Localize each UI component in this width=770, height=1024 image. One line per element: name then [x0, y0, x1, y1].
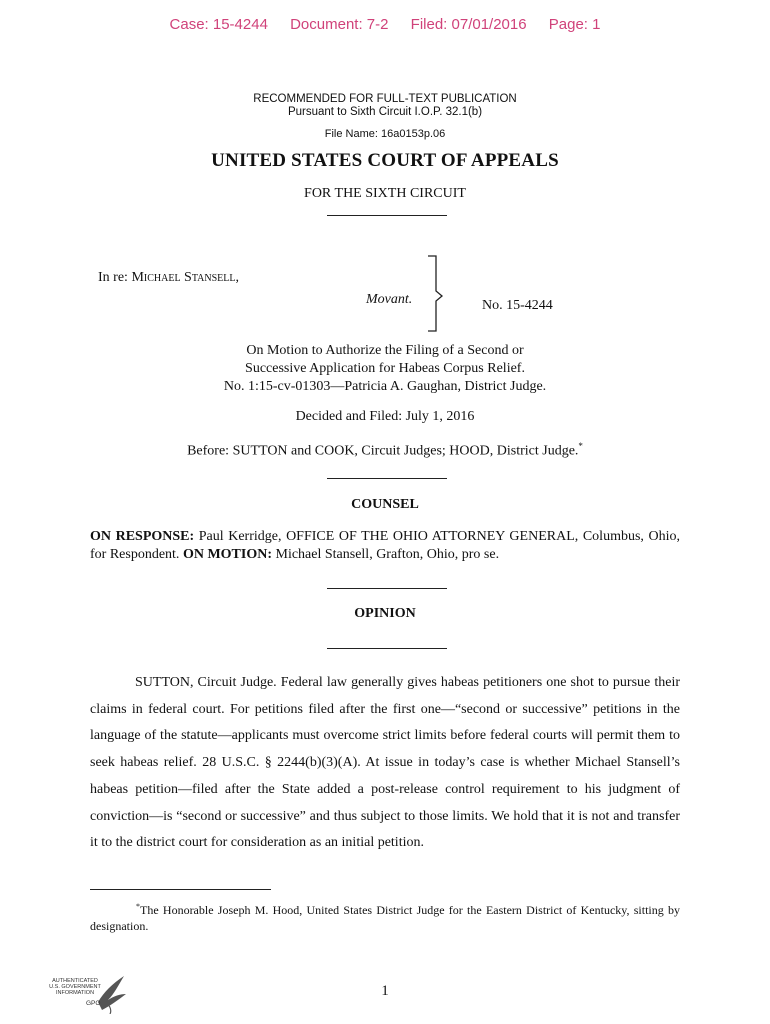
- motion-counsel: Michael Stansell, Grafton, Ohio, pro se.: [272, 547, 500, 562]
- page-number-stamp: Page: 1: [548, 16, 601, 33]
- panel-text: Before: SUTTON and COOK, Circuit Judges; HOOD, District Judge.: [187, 443, 579, 459]
- motion-label: ON MOTION:: [182, 547, 272, 562]
- iop-citation: Pursuant to Sixth Circuit I.O.P. 32.1(b): [287, 106, 483, 118]
- opinion-paragraph: SUTTON, Circuit Judge. Federal law generally gives habeas petitioners one shot to pursue their claims in federal court. For petitions filed after the first one—“second or successive” petitions in the language of the statute—applicants must overcome strict limits before federal courts will permit them to seek habeas relief. 28 U.S.C. § 2244(b)(3)(A). At issue in today’s case is whether Michael Stansell’s habeas petition—filed after the State added a post-release control requirement to his judgment of conviction—is “second or successive” and thus subject to those limits. We hold that it is not and transfer it to the district court for consideration as an initial petition.: [90, 675, 680, 851]
- party-name: Michael Stansell,: [131, 270, 239, 285]
- counsel-paragraph: [90, 528, 680, 564]
- in-re-label: In re:: [98, 270, 132, 285]
- filed-date-stamp: Filed: 07/01/2016: [410, 16, 527, 33]
- caption-party: [98, 270, 239, 286]
- counsel-heading: COUNSEL: [351, 497, 419, 512]
- title-divider: [327, 215, 447, 216]
- gpo-caption-line: INFORMATION: [55, 990, 95, 996]
- section-divider: [327, 588, 447, 589]
- footnote-text: The Honorable Joseph M. Hood, United States District Judge for the Eastern District of Kentucky, sitting by designation.: [90, 903, 680, 933]
- document-number-stamp: Document: 7-2: [290, 16, 389, 33]
- file-name: File Name: 16a0153p.06: [324, 128, 446, 140]
- page-number: 1: [381, 983, 389, 999]
- motion-description: [0, 342, 770, 396]
- gpo-mark: GPO: [86, 1000, 101, 1007]
- case-number-stamp: Case: 15-4244: [169, 16, 268, 33]
- recommendation-line: RECOMMENDED FOR FULL-TEXT PUBLICATION: [253, 93, 517, 105]
- gpo-caption-line: AUTHENTICATED: [52, 978, 98, 984]
- footnote-mark: *: [136, 902, 140, 911]
- footnote-rule: [90, 889, 271, 890]
- opinion-heading: OPINION: [354, 606, 416, 621]
- gpo-caption-line: U.S. GOVERNMENT: [49, 984, 101, 990]
- publication-recommendation: [0, 93, 770, 119]
- filing-stamp-header: [0, 16, 770, 33]
- response-label: ON RESPONSE:: [90, 529, 195, 544]
- panel-line: [0, 441, 770, 460]
- motion-line: Successive Application for Habeas Corpus Relief.: [245, 361, 525, 376]
- decided-date: Decided and Filed: July 1, 2016: [295, 409, 475, 424]
- caption-bracket: [424, 255, 454, 333]
- party-role: Movant.: [366, 292, 413, 307]
- circuit-name: FOR THE SIXTH CIRCUIT: [304, 186, 466, 201]
- response-counsel: Paul Kerridge, OFFICE OF THE OHIO ATTORNEY GENERAL, Columbus, Ohio, for Respondent.: [90, 529, 680, 562]
- docket-number: No. 15-4244: [482, 298, 553, 313]
- footnote-marker: *: [578, 441, 583, 451]
- section-divider: [327, 648, 447, 649]
- lower-court-line: No. 1:15-cv-01303—Patricia A. Gaughan, District Judge.: [223, 379, 547, 394]
- motion-line: On Motion to Authorize the Filing of a Second or: [246, 343, 524, 358]
- court-title: UNITED STATES COURT OF APPEALS: [211, 150, 559, 171]
- section-divider: [327, 478, 447, 479]
- footnote: [90, 899, 680, 934]
